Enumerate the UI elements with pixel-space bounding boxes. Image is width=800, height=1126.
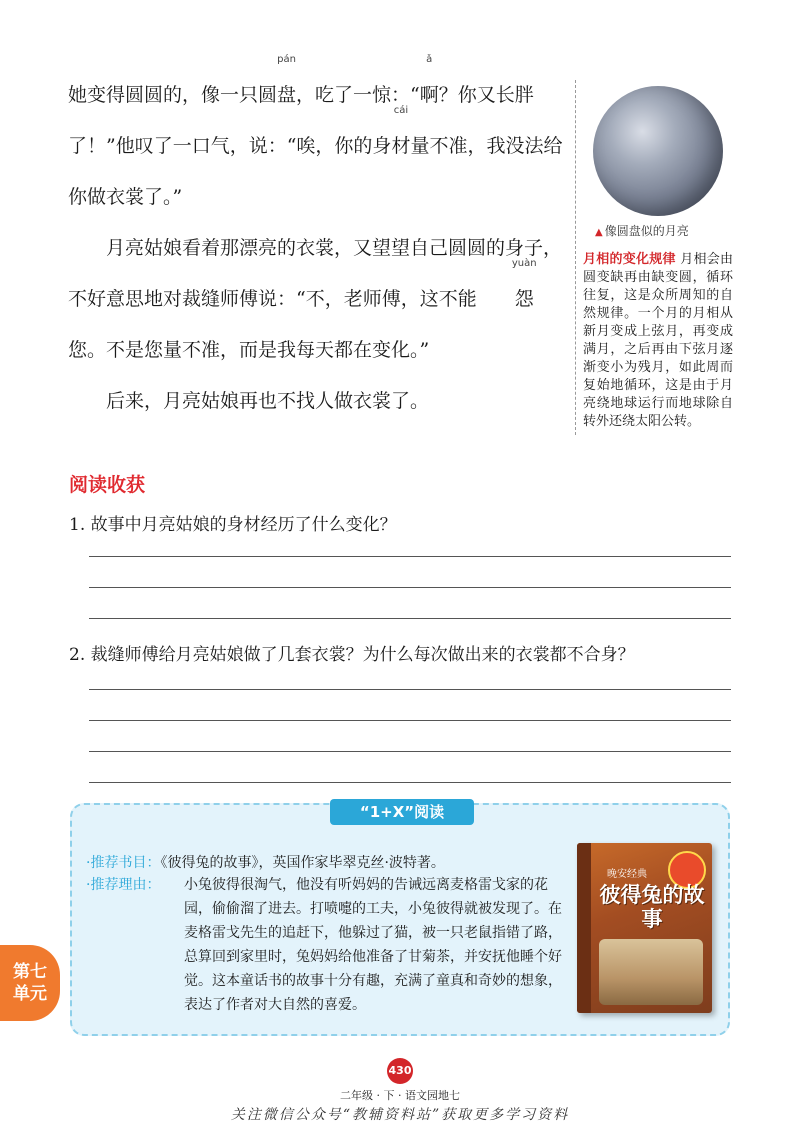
story-paragraph-2: 月亮姑娘看着那漂亮的衣裳，又望望自己圆圆的身子，不好意思地对裁缝师傅说：“不，老师傅，这不能 yuàn 怨您。不是您量不准，而是我每天都在变化。”	[68, 237, 563, 361]
page-number: 430	[387, 1058, 413, 1084]
pinyin-word: yuàn 怨	[511, 258, 537, 310]
story-paragraph-1: 她变得圆圆的，像一只圆 pán 盘，吃了一惊：“ ǎ 啊？你又长胖了！”他叹了一口气，说：“唉，你的身 cái 材量不准，我没法给你做衣裳了。”	[68, 54, 563, 208]
book-cover-image	[577, 843, 712, 1013]
sidebar-note	[583, 80, 733, 431]
moon-image	[593, 86, 723, 216]
rabbit-illustration	[599, 939, 703, 1005]
pinyin-word: cái 材	[391, 105, 411, 157]
answer-line[interactable]	[89, 751, 731, 752]
footer-notice: 关注微信公众号“教辅资料站”获取更多学习资料	[230, 1107, 570, 1123]
book-series: 晚安经典	[607, 869, 647, 880]
book-cover-title: 彼得兔的故事	[599, 883, 705, 931]
answer-line[interactable]	[89, 587, 731, 588]
note-keyword: 月相的变化规律	[583, 252, 676, 267]
story-text	[68, 54, 568, 427]
answer-line[interactable]	[89, 782, 731, 783]
reading-box-title: “1+X”阅读	[330, 799, 474, 825]
triangle-icon: ▲	[595, 227, 603, 238]
pinyin-word: pán 盘	[277, 54, 297, 106]
answer-line[interactable]	[89, 556, 731, 557]
image-caption: ▲ 像圆盘似的月亮	[595, 224, 689, 238]
section-title: 阅读收获	[69, 474, 146, 496]
knowledge-note: 月相的变化规律 月相会由圆变缺再由缺变圆，循环往复，这是众所周知的自然规律。一个月的月相从新月变成上弦月，再变成满月，之后再由下弦月逐渐变小为残月，如此周而复始地循环，这是由于月亮绕地球运行而地球除自转外还绕太阳公转。	[583, 252, 733, 429]
answer-line[interactable]	[89, 689, 731, 690]
question-2: 2. 裁缝师傅给月亮姑娘做了几套衣裳？为什么每次做出来的衣裳都不合身？	[69, 645, 635, 665]
recommended-book: ·推荐书目：《彼得兔的故事》，英国作家毕翠克丝·波特著。	[86, 855, 445, 871]
recommend-reason: ·推荐理由： 小兔彼得很淘气，他没有听妈妈的告诫远离麦格雷戈家的花园，偷偷溜了进去。打喷嚏的工夫，小兔彼得就被发现了。在麦格雷戈先生的追赶下，他躲过了猫，被一只老鼠指错了路，总算回到家里时，兔妈妈给他准备了甘菊茶，并安抚他睡个好觉。这本童话书的故事十分有趣，充满了童真和奇妙的想象，表达了作者对大自然的喜爱。	[86, 877, 562, 1013]
unit-tab: 第七 单元	[0, 945, 60, 1021]
sidebar-divider	[575, 80, 576, 435]
answer-line[interactable]	[89, 618, 731, 619]
pinyin-word: ǎ 啊	[419, 54, 439, 106]
extended-reading-box	[70, 803, 730, 1036]
question-1: 1. 故事中月亮姑娘的身材经历了什么变化？	[69, 515, 397, 535]
story-paragraph-3: 后来，月亮姑娘再也不找人做衣裳了。	[106, 390, 430, 412]
answer-line[interactable]	[89, 720, 731, 721]
footer-grade: 二年级 · 下 · 语文园地七	[340, 1089, 460, 1102]
book-spine	[577, 843, 591, 1013]
